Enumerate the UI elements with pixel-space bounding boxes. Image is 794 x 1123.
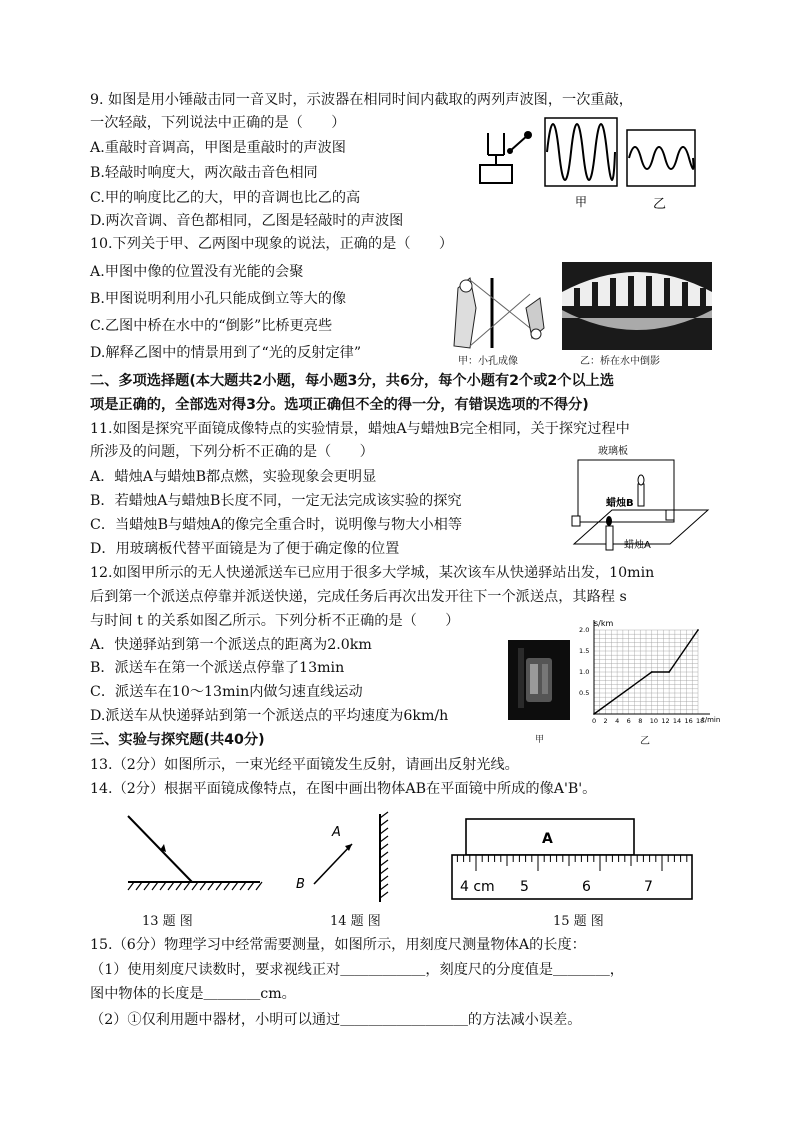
q15-caption: 15 题 图 <box>553 914 604 929</box>
x-tick-label: 16 <box>684 717 693 725</box>
q12-option-c: C．派送车在10～13min内做匀速直线运动 <box>90 684 363 700</box>
q12-option-b: B．派送车在第一个派送点停靠了13min <box>90 660 345 676</box>
x-tick-label: 2 <box>603 717 608 725</box>
q11-option-b: B．若蜡烛A与蜡烛B长度不同，一定无法完成该实验的探究 <box>90 493 462 509</box>
label-point-b: B <box>296 877 305 892</box>
caption-pinhole: 甲：小孔成像 <box>458 356 518 367</box>
label-yi: 乙 <box>653 197 667 212</box>
label-jia: 甲 <box>575 195 588 209</box>
q13-text: 13.（2分）如图所示，一束光经平面镜发生反射，请画出反射光线。 <box>90 757 519 773</box>
incident-ray <box>128 816 192 882</box>
ruler-label-5: 5 <box>520 879 529 895</box>
q9-stem-line1: 9. 如图是用小锤敲击同一音叉时，示波器在相同时间内截取的两列声波图，一次重敲， <box>90 92 633 108</box>
q15-ruler-figure <box>448 815 698 900</box>
ruler-label-4cm: 4 cm <box>460 879 495 895</box>
q11-option-c: C．当蜡烛B与蜡烛A的像完全重合时，说明像与物大小相等 <box>90 517 463 533</box>
q11-stem-line2: 所涉及的问题，下列分析不正确的是（ ） <box>90 444 374 460</box>
q11-option-a: A．蜡烛A与蜡烛B都点燃，实验现象会更明显 <box>90 469 377 485</box>
ruler-label-7: 7 <box>644 879 653 895</box>
chart-y-axis-label: s/km <box>594 619 614 628</box>
q10-option-c: C.乙图中桥在水中的“倒影”比桥更亮些 <box>90 318 333 334</box>
q10-option-a: A.甲图中像的位置没有光能的会聚 <box>90 264 304 280</box>
q14-text: 14.（2分）根据平面镜成像特点，在图中画出物体AB在平面镜中所成的像A'B'。 <box>90 781 597 797</box>
x-tick-label: 0 <box>592 717 597 725</box>
label-candle-b: 蜡烛B <box>606 498 634 509</box>
y-tick-label: 1.0 <box>579 668 590 676</box>
pinhole-image-figure <box>440 268 560 358</box>
x-tick-label: 4 <box>615 717 620 725</box>
label-candle-a: 蜡烛A <box>624 540 651 551</box>
x-tick-label: 8 <box>638 717 643 725</box>
object-a-label: A <box>542 831 553 847</box>
q12-option-d: D.派送车从快递驿站到第一个派送点的平均速度为6km/h <box>90 708 449 724</box>
section3-heading: 三、实验与探究题(共40分) <box>90 732 265 748</box>
ruler-label-6: 6 <box>582 879 591 895</box>
q9-option-a: A.重敲时音调高，甲图是重敲时的声波图 <box>90 140 346 156</box>
x-tick-label: 18 <box>696 717 705 725</box>
q9-waveform-figure <box>545 116 705 211</box>
label-glass-plate: 玻璃板 <box>598 446 628 457</box>
label-chart-yi: 乙 <box>640 736 650 747</box>
q15-part1-line1: （1）使用刻度尺读数时，要求视线正对＿＿＿＿＿＿，刻度尺的分度值是＿＿＿＿， <box>90 962 624 978</box>
y-tick-label: 1.5 <box>579 647 590 655</box>
q12-stem-line2: 后到第一个派送点停靠并派送快递，完成任务后再次出发开往下一个派送点，其路程 s <box>90 589 627 605</box>
bridge-reflection-figure <box>562 262 712 362</box>
q15-part2: （2）①仅利用题中器材，小明可以通过＿＿＿＿＿＿＿＿＿的方法减小误差。 <box>90 1012 582 1028</box>
tuning-fork-figure <box>470 125 540 190</box>
q14-caption: 14 题 图 <box>330 914 381 929</box>
caption-bridge: 乙：桥在水中倒影 <box>580 356 660 367</box>
q10-option-b: B.甲图说明利用小孔只能成倒立等大的像 <box>90 291 347 307</box>
q12-stem-line3: 与时间 t 的关系如图乙所示。下列分析不正确的是（ ） <box>90 613 460 629</box>
q9-option-c: C.甲的响度比乙的大，甲的音调也比乙的高 <box>90 190 361 206</box>
x-tick-label: 12 <box>661 717 670 725</box>
q14-mirror-figure <box>290 810 400 905</box>
s-t-chart <box>578 618 721 733</box>
q11-stem-line1: 11.如图是探究平面镜成像特点的实验情景，蜡烛A与蜡烛B完全相同，关于探究过程中 <box>90 421 630 437</box>
y-tick-label: 0.5 <box>579 689 590 697</box>
label-photo-jia: 甲 <box>535 735 545 745</box>
x-tick-label: 14 <box>672 717 682 725</box>
q10-option-d: D.解释乙图中的情景用到了“光的反射定律” <box>90 345 362 361</box>
y-tick-label: 2.0 <box>579 626 590 634</box>
q9-option-d: D.两次音调、音色都相同，乙图是轻敲时的声波图 <box>90 213 404 229</box>
q13-reflection-figure <box>120 810 270 895</box>
q15-part1-line2: 图中物体的长度是＿＿＿＿cm。 <box>90 986 296 1002</box>
q9-option-b: B.轻敲时响度大，两次敲击音色相同 <box>90 165 318 181</box>
chart-x-axis-label: t/min <box>702 716 721 724</box>
q11-option-d: D．用玻璃板代替平面镜是为了便于确定像的位置 <box>90 541 400 557</box>
q13-caption: 13 题 图 <box>142 914 193 929</box>
plane-mirror-experiment-figure <box>552 440 712 558</box>
x-tick-label: 6 <box>626 717 631 725</box>
x-tick-label: 10 <box>649 717 659 725</box>
q9-stem-line2: 一次轻敲，下列说法中正确的是（ ） <box>90 115 346 131</box>
q12-option-a: A．快递驿站到第一个派送点的距离为2.0km <box>90 637 372 653</box>
section2-heading-line2: 项是正确的，全部选对得3分。选项正确但不全的得一分，有错误选项的不得分) <box>90 397 589 413</box>
delivery-vehicle-photo <box>508 640 570 720</box>
q15-stem: 15.（6分）物理学习中经常需要测量，如图所示，用刻度尺测量物体A的长度： <box>90 937 586 953</box>
q10-stem: 10.下列关于甲、乙两图中现象的说法，正确的是（ ） <box>90 236 454 252</box>
label-point-a: A <box>332 825 341 840</box>
q12-stem-line1: 12.如图甲所示的无人快递派送车已应用于很多大学城，某次该车从快递驿站出发，10min <box>90 565 655 581</box>
section2-heading-line1: 二、多项选择题(本大题共2小题，每小题3分，共6分，每个小题有2个或2个以上选 <box>90 373 615 389</box>
